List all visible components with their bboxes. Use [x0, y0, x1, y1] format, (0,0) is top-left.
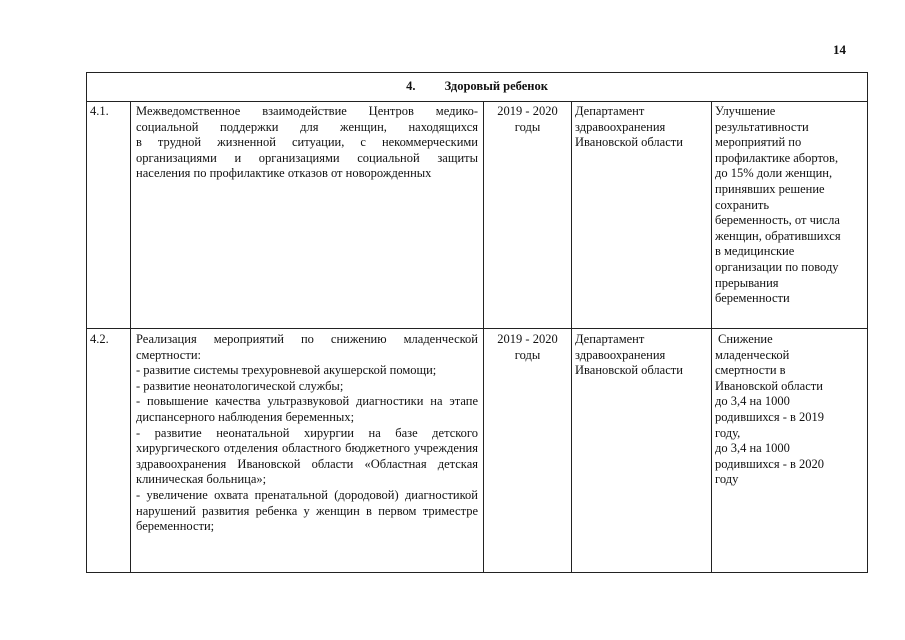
result-line: Ивановской области [715, 378, 823, 393]
description-item: - увеличение охвата пренатальной (дородовой) диагностикой нарушений развития ребенка у женщин в первом триместре беременности; [136, 487, 478, 534]
result-line: профилактике абортов, [715, 150, 839, 165]
result-line: году [715, 472, 739, 487]
row-department-cell [572, 102, 712, 329]
table-row [87, 329, 868, 573]
result-line: принявших решение [715, 181, 825, 196]
period-line: годы [514, 119, 541, 134]
row-description-cell [131, 102, 484, 329]
department-line: Ивановской области [575, 363, 683, 378]
department-line: Ивановской области [575, 135, 683, 150]
description-line: Межведомственное взаимодействие Центров медико- [136, 104, 478, 118]
section-title: Здоровый ребенок [444, 79, 548, 94]
result-line: родившихся - в 2019 [715, 409, 825, 424]
result-line: до 15% доли женщин, [715, 166, 833, 181]
result-line: смертности в [715, 363, 786, 378]
result-line: до 3,4 на 1000 [715, 441, 790, 456]
description-item: - развитие неонатальной хирургии на базе детского хирургического отделения областного бюджетного учреждения здравоохранения Ивановской области «Областная детская клиническая больница»; [136, 425, 478, 487]
description-line: социальной поддержки для женщин, находящихся [136, 119, 478, 134]
row-result-cell [712, 102, 868, 329]
period-line: 2019 - 2020 [497, 104, 558, 118]
section-number: 4. [406, 79, 416, 94]
department-line: Департамент [575, 104, 645, 118]
result-line: году, [715, 425, 741, 440]
department-line: здравоохранения [575, 119, 666, 134]
section-header-cell [87, 73, 868, 102]
row-number: 4.1. [90, 104, 109, 118]
result-line: до 3,4 на 1000 [715, 394, 790, 409]
result-line: младенческой [715, 347, 790, 362]
description-item: - развитие системы трехуровневой акушерской помощи; [136, 363, 437, 378]
section-header-row [87, 73, 868, 102]
result-line: женщин, обратившихся [715, 228, 841, 243]
result-line: беременности [715, 291, 790, 306]
result-line: Улучшение [715, 104, 776, 118]
department-line: здравоохранения [575, 347, 666, 362]
result-line: сохранить [715, 197, 770, 212]
description-item: - повышение качества ультразвуковой диагностики на этапе диспансерного наблюдения беременных; [136, 394, 478, 424]
result-line: прерывания [715, 275, 779, 290]
page-number: 14 [833, 42, 846, 57]
period-line: годы [514, 347, 541, 362]
activities-table [86, 72, 868, 573]
result-line: беременность, от числа [715, 213, 840, 228]
description-line: в трудной жизненной ситуации, с некоммерческими [136, 135, 478, 150]
row-number-cell [87, 102, 131, 329]
result-line: Снижение [718, 332, 773, 346]
result-line: родившихся - в 2020 [715, 456, 825, 471]
row-number: 4.2. [90, 332, 109, 346]
result-line: результативности [715, 119, 809, 134]
result-line: в медицинские [715, 244, 795, 259]
description-intro: Реализация мероприятий по снижению младенческой смертности: [136, 332, 478, 362]
description-line: населения по профилактике отказов от новорожденных [136, 166, 432, 181]
description-item: - развитие неонатологической службы; [136, 378, 344, 393]
table-row [87, 102, 868, 329]
department-line: Департамент [575, 332, 645, 346]
row-description-cell [131, 329, 484, 573]
row-period-cell [484, 329, 572, 573]
row-department-cell [572, 329, 712, 573]
result-line: мероприятий по [715, 135, 802, 150]
description-line: организациями и организациями социальной защиты [136, 150, 478, 165]
row-period-cell [484, 102, 572, 329]
result-line: организации по поводу [715, 259, 839, 274]
row-number-cell [87, 329, 131, 573]
period-line: 2019 - 2020 [497, 332, 558, 346]
row-result-cell [712, 329, 868, 573]
